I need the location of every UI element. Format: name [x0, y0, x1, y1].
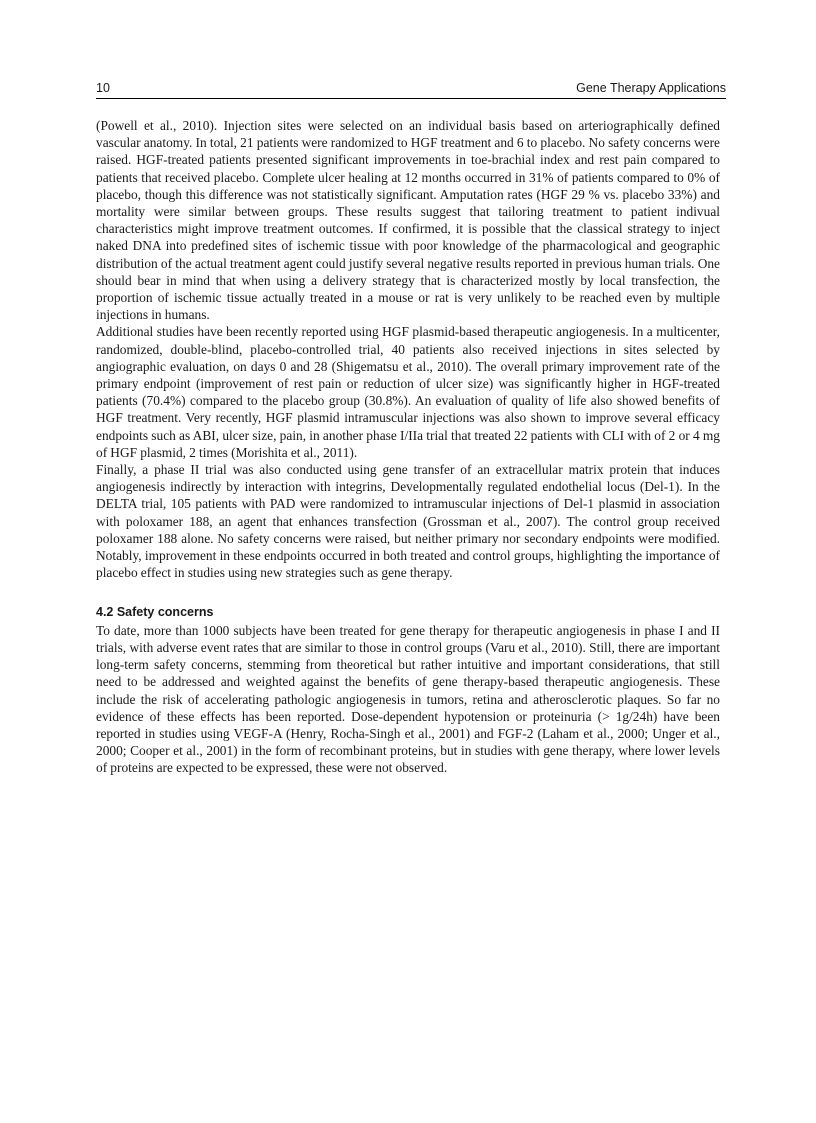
- running-title: Gene Therapy Applications: [576, 81, 726, 95]
- section-heading: 4.2 Safety concerns: [96, 605, 214, 620]
- page-body: [96, 117, 720, 777]
- page-number: 10: [96, 81, 110, 95]
- body-paragraph: (Powell et al., 2010). Injection sites were selected on an individual basis based on arteriographically defined vascular anatomy. In total, 21 patients were randomized to HGF treatment and 6 to placebo. No safety concerns were raised. HGF-treated patients presented significant improvements in toe-brachial index and rest pain compared to patients that received placebo. Complete ulcer healing at 12 months occurred in 31% of patients compared to 0% of placebo, though this difference was not statistically significant. Amputation rates (HGF 29 % vs. placebo 33%) and mortality were similar between groups. These results suggest that tailoring treatment to patient indivual characteristics might improve treatment outcomes. If confirmed, it is possible that the classical strategy to inject naked DNA into predefined sites of ischemic tissue with poor knowledge of the pharmacological and geographic distribution of the actual treatment agent could justify several negative results reported in previous human trials. One should bear in mind that when using a delivery strategy that is characterized mostly by local transfection, the proportion of ischemic tissue actually treated in a mouse or rat is very unlikely to be reached even by multiple injections in humans.: [96, 118, 720, 323]
- body-paragraph: Finally, a phase II trial was also conducted using gene transfer of an extracellular matrix protein that induces angiogenesis indirectly by interaction with integrins, Developmentally regulated endothelial locus (Del-1). In the DELTA trial, 105 patients with PAD were randomized to intramuscular injections of Del-1 plasmid in association with poloxamer 188, an agent that enhances transfection (Grossman et al., 2007). The control group received poloxamer 188 alone. No safety concerns were raised, but neither primary nor secondary endpoints were modified. Notably, improvement in these endpoints occurred in both treated and control groups, highlighting the importance of placebo effect in studies using new strategies such as gene therapy.: [96, 462, 720, 581]
- section-paragraph: To date, more than 1000 subjects have been treated for gene therapy for therapeutic angiogenesis in phase I and II trials, with adverse event rates that are similar to those in control groups (Varu et al., 2010). Still, there are important long-term safety concerns, stemming from theoretical but rather intuitive and important considerations, that still need to be addressed and weighted against the benefits of gene therapy-based therapeutic angiogenesis. These include the risk of accelerating pathologic angiogenesis in tumors, retina and atherosclerotic plaques. So far no evidence of these effects has been reported. Dose-dependent hypotension or proteinuria (> 1g/24h) have been reported in studies using VEGF-A (Henry, Rocha-Singh et al., 2001) and FGF-2 (Laham et al., 2000; Unger et al., 2000; Cooper et al., 2001) in the form of recombinant proteins, but in studies with gene therapy, where lower levels of proteins are expected to be expressed, these were not observed.: [96, 622, 720, 776]
- body-paragraph: Additional studies have been recently reported using HGF plasmid-based therapeutic angiogenesis. In a multicenter, randomized, double-blind, placebo-controlled trial, 40 patients also received injections in sites selected by angiographic evaluation, on days 0 and 28 (Shigematsu et al., 2010). The overall primary improvement rate of the primary endpoint (improvement of rest pain or reduction of ulcer size) was significantly higher in HGF-treated patients (70.4%) compared to the placebo group (30.8%). An evaluation of quality of life also showed benefits of HGF treatment. Very recently, HGF plasmid intramuscular injections was also shown to improve several efficacy endpoints such as ABI, ulcer size, pain, in another phase I/IIa trial that treated 22 patients with CLI with of 2 or 4 mg of HGF plasmid, 2 times (Morishita et al., 2011).: [96, 324, 720, 460]
- page-header: [96, 80, 726, 99]
